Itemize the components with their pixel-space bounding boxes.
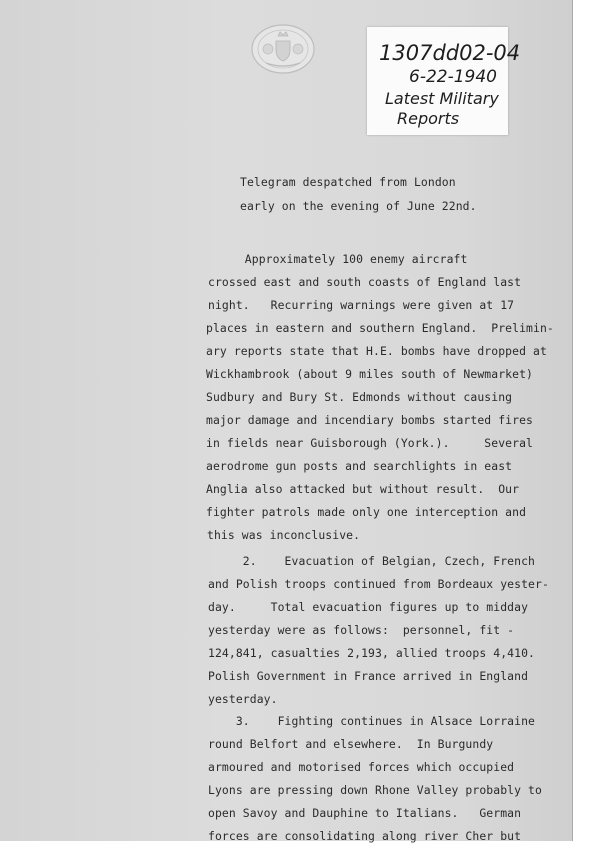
note-date: 6-22-1940: [409, 67, 497, 87]
body-line: ary reports state that H.E. bombs have dropped at: [206, 344, 547, 358]
body-line: yesterday were as follows: personnel, fit -: [208, 623, 515, 637]
body-line: aerodrome gun posts and searchlights in east: [206, 459, 513, 473]
body-line: Anglia also attacked but without result. Our: [206, 482, 520, 496]
body-line: day. Total evacuation figures up to midday: [208, 600, 529, 614]
note-title-line2: Reports: [397, 109, 460, 128]
body-line: in fields near Guisborough (York.). Several: [206, 436, 534, 450]
body-line: 3. Fighting continues in Alsace Lorraine: [208, 714, 536, 728]
body-line: and Polish troops continued from Bordeaux yester-: [208, 577, 549, 591]
body-line: 124,841, casualties 2,193, allied troops 4,410.: [208, 646, 536, 660]
note-document-id: 1307dd02-04: [379, 41, 521, 65]
royal-crest-emblem: [250, 22, 316, 74]
body-line: fighter patrols made only one interception and: [206, 505, 527, 519]
body-line: forces are consolidating along river Cher but: [208, 829, 522, 843]
body-line: Polish Government in France arrived in England: [208, 669, 529, 683]
body-line: Wickhambrook (about 9 miles south of Newmarket): [206, 367, 534, 381]
header-line-1: Telegram despatched from London: [240, 175, 456, 189]
note-title-line1: Latest Military: [385, 89, 499, 108]
handwritten-archive-note: [367, 27, 521, 135]
body-line: round Belfort and elsewhere. In Burgundy: [208, 737, 494, 751]
body-line: yesterday.: [208, 692, 278, 706]
body-line: Sudbury and Bury St. Edmonds without causing: [206, 390, 513, 404]
body-line: night. Recurring warnings were given at 17: [208, 298, 515, 312]
body-line: this was inconclusive.: [207, 528, 361, 542]
body-line: crossed east and south coasts of England last: [208, 275, 522, 289]
body-line: Lyons are pressing down Rhone Valley probably to: [208, 783, 542, 797]
body-line: armoured and motorised forces which occupied: [208, 760, 515, 774]
body-line: 2. Evacuation of Belgian, Czech, French: [208, 554, 536, 568]
header-line-2: early on the evening of June 22nd.: [240, 199, 477, 213]
body-line: Approximately 100 enemy aircraft: [210, 252, 468, 266]
body-line: major damage and incendiary bombs started fires: [206, 413, 534, 427]
body-line: open Savoy and Dauphine to Italians. German: [208, 806, 522, 820]
body-line: places in eastern and southern England. Prelimin-: [206, 321, 554, 335]
